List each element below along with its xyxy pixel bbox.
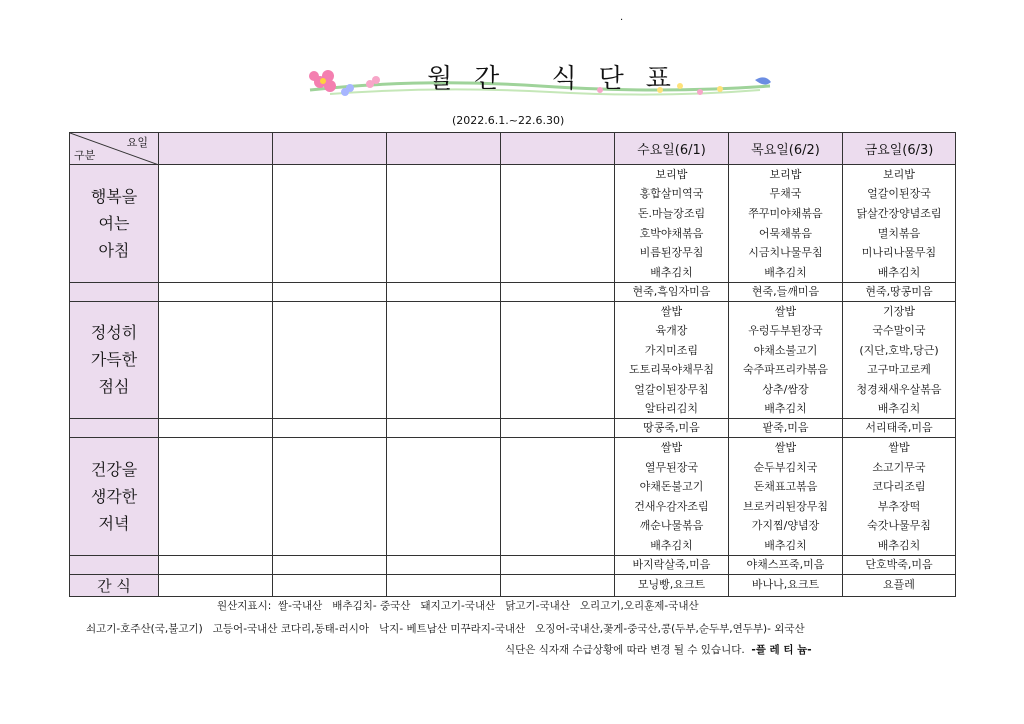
menu-item-cell: 얼갈이된장무침 xyxy=(615,379,729,399)
menu-item-cell: 무채국 xyxy=(729,184,843,204)
meal-category-cell xyxy=(70,165,159,283)
snack-category-cell: 간 식 xyxy=(70,574,159,596)
menu-item-cell: 브로커리된장무침 xyxy=(729,496,843,516)
header-row xyxy=(70,133,956,165)
snack-cell: 요플레 xyxy=(843,574,956,596)
meal-category-cell-continued xyxy=(70,282,159,301)
meal-item-row xyxy=(70,301,956,321)
snack-row xyxy=(70,574,956,596)
corner-cell xyxy=(70,133,159,165)
meal-item-row xyxy=(70,438,956,458)
menu-item-cell: 배추김치 xyxy=(615,262,729,282)
menu-item-cell: 호박야채볶음 xyxy=(615,223,729,243)
empty-day-cell xyxy=(159,301,273,419)
porridge-cell: 서리태죽,미음 xyxy=(843,419,956,438)
meal-category-label: 저녁 xyxy=(98,513,130,533)
porridge-row xyxy=(70,282,956,301)
origin-info-line-2: 쇠고기-호주산(국,불고기) 고등어-국내산 코다리,동태-러시아 낙지- 베트남산 미꾸라지-국내산 오징어-국내산,꽃게-중국산,콩(두부,순두부,연두부)- 외국산 xyxy=(86,623,805,635)
meal-category-cell-continued xyxy=(70,419,159,438)
empty-day-cell xyxy=(387,282,501,301)
empty-day-cell xyxy=(387,574,501,596)
menu-item-cell: 쌀밥 xyxy=(729,438,843,458)
empty-day-cell xyxy=(501,438,615,556)
porridge-cell: 단호박죽,미음 xyxy=(843,555,956,574)
empty-day-cell xyxy=(273,438,387,556)
empty-day-cell xyxy=(501,574,615,596)
menu-item-cell: 소고기무국 xyxy=(843,457,956,477)
meal-category-label: 여는 xyxy=(98,213,130,233)
menu-item-cell: 홍합살미역국 xyxy=(615,184,729,204)
snack-cell: 바나나,요크트 xyxy=(729,574,843,596)
meal-category-label: 정성히 xyxy=(90,323,138,343)
empty-day-cell xyxy=(387,438,501,556)
snack-cell: 모닝빵,요크트 xyxy=(615,574,729,596)
menu-item-cell: 고구마고로케 xyxy=(843,360,956,380)
empty-day-cell xyxy=(501,282,615,301)
meal-category-label: 건강을 xyxy=(90,459,138,479)
empty-day-cell xyxy=(159,555,273,574)
day-header-empty xyxy=(501,133,615,165)
meal-category-cell xyxy=(70,438,159,556)
menu-item-cell: 우렁두부된장국 xyxy=(729,321,843,341)
menu-item-cell: 얼갈이된장국 xyxy=(843,184,956,204)
menu-item-cell: 숙갓나물무침 xyxy=(843,516,956,536)
porridge-cell: 바지락살죽,미음 xyxy=(615,555,729,574)
porridge-cell: 현죽,땅콩미음 xyxy=(843,282,956,301)
empty-day-cell xyxy=(273,419,387,438)
day-header-empty xyxy=(159,133,273,165)
menu-period: (2022.6.1.~22.6.30) xyxy=(452,114,565,127)
menu-item-cell: 코다리조림 xyxy=(843,477,956,497)
menu-item-cell: 쌀밥 xyxy=(843,438,956,458)
empty-day-cell xyxy=(387,165,501,283)
menu-item-cell: 열무된장국 xyxy=(615,457,729,477)
menu-item-cell: 미나리나물무침 xyxy=(843,243,956,263)
menu-item-cell: 숙주파프리카볶음 xyxy=(729,360,843,380)
empty-day-cell xyxy=(159,165,273,283)
day-header-thu: 목요일(6/2) xyxy=(729,133,843,165)
menu-item-cell: 배추김치 xyxy=(615,536,729,556)
menu-item-cell: 비름된장무침 xyxy=(615,243,729,263)
signature: -플 레 티 늄- xyxy=(751,644,812,656)
corner-day-label: 요일 xyxy=(126,136,148,149)
menu-item-cell: 부추장떡 xyxy=(843,496,956,516)
meal-category-label: 생각한 xyxy=(90,486,138,506)
menu-item-cell: 알타리김치 xyxy=(615,399,729,419)
porridge-row xyxy=(70,555,956,574)
day-header-empty xyxy=(387,133,501,165)
empty-day-cell xyxy=(273,555,387,574)
meal-category-label: 가득한 xyxy=(90,350,138,370)
menu-item-cell: 도토리묵야채무침 xyxy=(615,360,729,380)
empty-day-cell xyxy=(387,419,501,438)
menu-item-cell: 배추김치 xyxy=(729,536,843,556)
menu-item-cell: (지단,호박,당근) xyxy=(843,340,956,360)
day-header-empty xyxy=(273,133,387,165)
empty-day-cell xyxy=(159,574,273,596)
day-header-wed: 수요일(6/1) xyxy=(615,133,729,165)
menu-item-cell: 쭈꾸미야채볶음 xyxy=(729,204,843,224)
empty-day-cell xyxy=(501,301,615,419)
porridge-cell: 현죽,흑임자미음 xyxy=(615,282,729,301)
menu-item-cell: 가지찜/양념장 xyxy=(729,516,843,536)
menu-table xyxy=(69,132,956,597)
empty-day-cell xyxy=(501,419,615,438)
empty-day-cell xyxy=(387,555,501,574)
empty-day-cell xyxy=(501,555,615,574)
meal-item-row xyxy=(70,165,956,185)
page-title: 월간 식단표 xyxy=(427,64,693,94)
corner-category-label: 구분 xyxy=(74,149,96,162)
menu-item-cell: 보리밥 xyxy=(729,165,843,185)
empty-day-cell xyxy=(273,301,387,419)
porridge-cell: 땅콩죽,미음 xyxy=(615,419,729,438)
empty-day-cell xyxy=(159,419,273,438)
day-header-fri: 금요일(6/3) xyxy=(843,133,956,165)
notice-text: 식단은 식자재 수급상황에 따라 변경 될 수 있습니다. xyxy=(505,644,752,656)
empty-day-cell xyxy=(159,282,273,301)
porridge-cell: 팥죽,미음 xyxy=(729,419,843,438)
menu-item-cell: 건새우감자조림 xyxy=(615,496,729,516)
menu-item-cell: 시금치나물무침 xyxy=(729,243,843,263)
menu-item-cell: 육개장 xyxy=(615,321,729,341)
menu-item-cell: 국수말이국 xyxy=(843,321,956,341)
empty-day-cell xyxy=(501,165,615,283)
meal-category-label: 아침 xyxy=(98,240,130,260)
menu-item-cell: 쌀밥 xyxy=(615,438,729,458)
title-banner xyxy=(300,56,780,104)
menu-item-cell: 배추김치 xyxy=(843,536,956,556)
menu-item-cell: 배추김치 xyxy=(843,262,956,282)
menu-item-cell: 배추김치 xyxy=(843,399,956,419)
menu-item-cell: 쌀밥 xyxy=(615,301,729,321)
menu-item-cell: 멸치볶음 xyxy=(843,223,956,243)
menu-item-cell: 기장밥 xyxy=(843,301,956,321)
menu-item-cell: 순두부김치국 xyxy=(729,457,843,477)
menu-item-cell: 배추김치 xyxy=(729,262,843,282)
menu-item-cell: 깨순나물볶음 xyxy=(615,516,729,536)
menu-item-cell: 쌀밥 xyxy=(729,301,843,321)
menu-item-cell: 돈채표고볶음 xyxy=(729,477,843,497)
menu-item-cell: 닭살간장양념조림 xyxy=(843,204,956,224)
meal-category-label: 행복을 xyxy=(90,186,138,206)
meal-category-label: 점심 xyxy=(98,377,130,397)
empty-day-cell xyxy=(273,282,387,301)
menu-item-cell: 청경채새우살볶음 xyxy=(843,379,956,399)
menu-item-cell: 보리밥 xyxy=(615,165,729,185)
porridge-cell: 현죽,들깨미음 xyxy=(729,282,843,301)
empty-day-cell xyxy=(387,301,501,419)
notice-line xyxy=(505,642,812,657)
porridge-row xyxy=(70,419,956,438)
empty-day-cell xyxy=(159,438,273,556)
top-dot: . xyxy=(620,12,624,23)
menu-item-cell: 가지미조림 xyxy=(615,340,729,360)
porridge-cell: 야채스프죽,미음 xyxy=(729,555,843,574)
origin-info-line-1: 원산지표시: 쌀-국내산 배추김치- 중국산 돼지고기-국내산 닭고기-국내산 오리고기,오리훈제-국내산 xyxy=(217,600,699,612)
meal-category-cell-continued xyxy=(70,555,159,574)
menu-item-cell: 보리밥 xyxy=(843,165,956,185)
menu-item-cell: 배추김치 xyxy=(729,399,843,419)
meal-category-cell xyxy=(70,301,159,419)
empty-day-cell xyxy=(273,165,387,283)
menu-item-cell: 어묵채볶음 xyxy=(729,223,843,243)
empty-day-cell xyxy=(273,574,387,596)
menu-item-cell: 상추/쌈장 xyxy=(729,379,843,399)
menu-item-cell: 야채돈불고기 xyxy=(615,477,729,497)
menu-item-cell: 야채소불고기 xyxy=(729,340,843,360)
menu-item-cell: 돈.마늘장조림 xyxy=(615,204,729,224)
